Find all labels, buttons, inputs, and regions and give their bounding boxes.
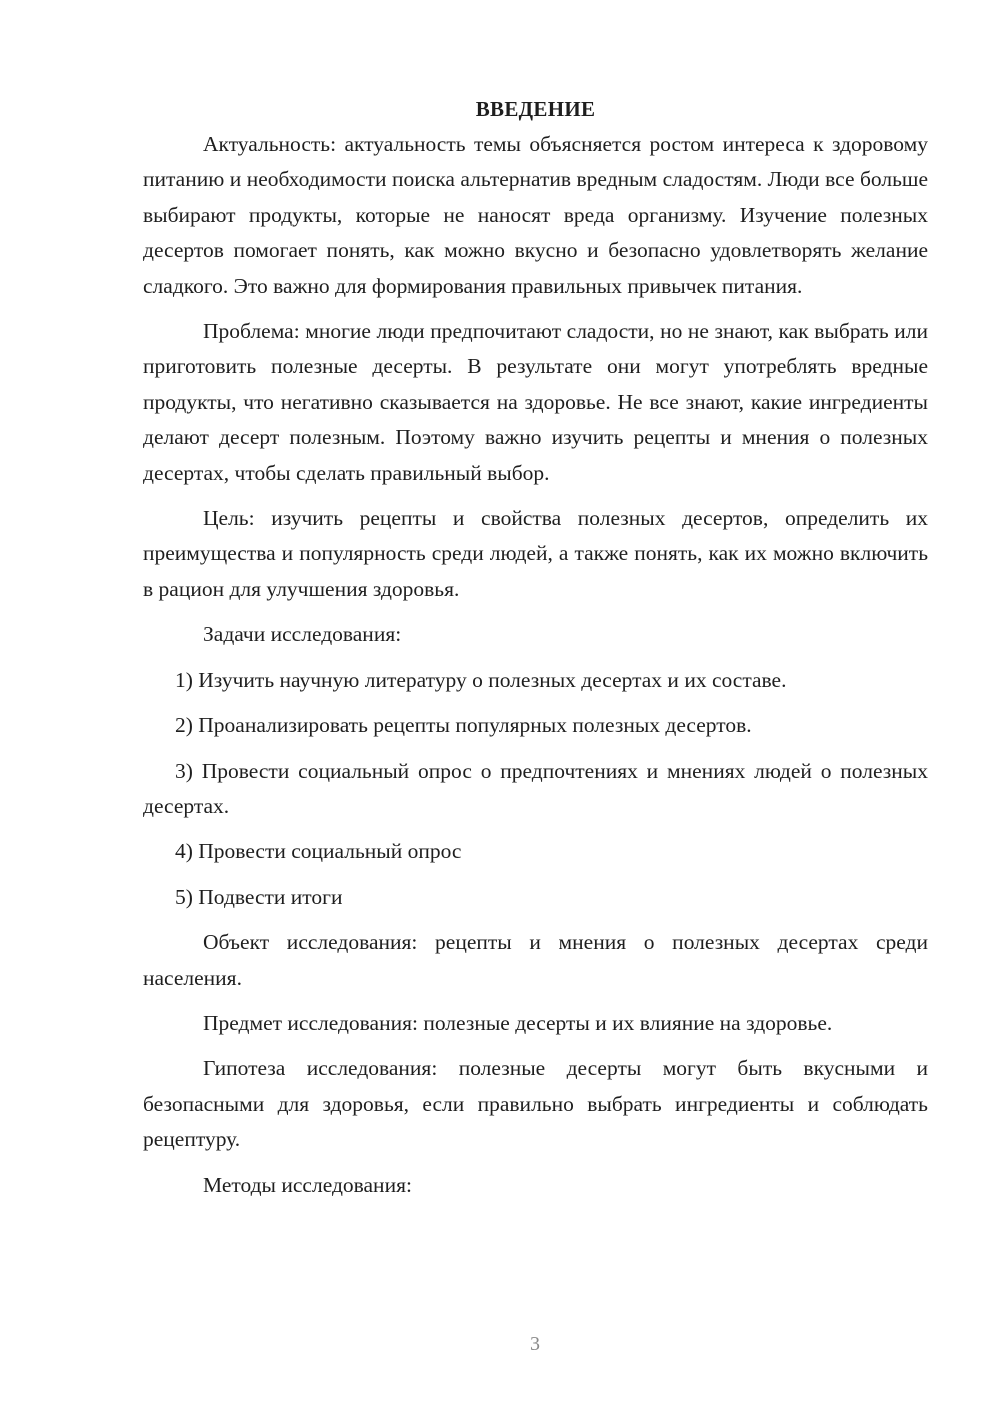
hypothesis-paragraph: Гипотеза исследования: полезные десерты могут быть вкусными и безопасными для здоровья, если правильно выбрать ингредиенты и соблюдать рецептуру. (143, 1056, 928, 1152)
task-item: 4) Провести социальный опрос (175, 839, 462, 864)
document-page (143, 92, 928, 1203)
task-item: 3) Провести социальный опрос о предпочтениях и мнениях людей о полезных десертах. (143, 758, 928, 818)
subject-paragraph: Предмет исследования: полезные десерты и их влияние на здоровье. (203, 1010, 833, 1035)
methods-heading: Методы исследования: (203, 1172, 412, 1197)
relevance-paragraph: Актуальность: актуальность темы объясняется ростом интереса к здоровому питанию и необходимости поиска альтернатив вредным сладостям. Люди все больше выбирают продукты, которые не наносят вреда организму. Изучение полезных десертов помогает понять, как можно вкусно и безопасно удовлетворять желание сладкого. Это важно для формирования правильных привычек питания. (143, 132, 928, 298)
object-paragraph: Объект исследования: рецепты и мнения о полезных десертах среди населения. (143, 930, 928, 990)
task-item: 5) Подвести итоги (175, 884, 343, 909)
task-item: 1) Изучить научную литературу о полезных десертах и их составе. (175, 667, 787, 692)
task-item: 2) Проанализировать рецепты популярных полезных десертов. (175, 713, 752, 738)
problem-paragraph: Проблема: многие люди предпочитают сладости, но не знают, как выбрать или приготовить полезные десерты. В результате они могут употреблять вредные продукты, что негативно сказывается на здоровье. Не все знают, какие ингредиенты делают десерт полезным. Поэтому важно изучить рецепты и мнения о полезных десертах, чтобы сделать правильный выбор. (143, 319, 928, 485)
section-title: ВВЕДЕНИЕ (475, 97, 596, 121)
goal-paragraph: Цель: изучить рецепты и свойства полезных десертов, определить их преимущества и популярность среди людей, а также понять, как их можно включить в рацион для улучшения здоровья. (143, 506, 928, 601)
tasks-heading: Задачи исследования: (203, 622, 402, 647)
page-number: 3 (530, 1333, 540, 1355)
